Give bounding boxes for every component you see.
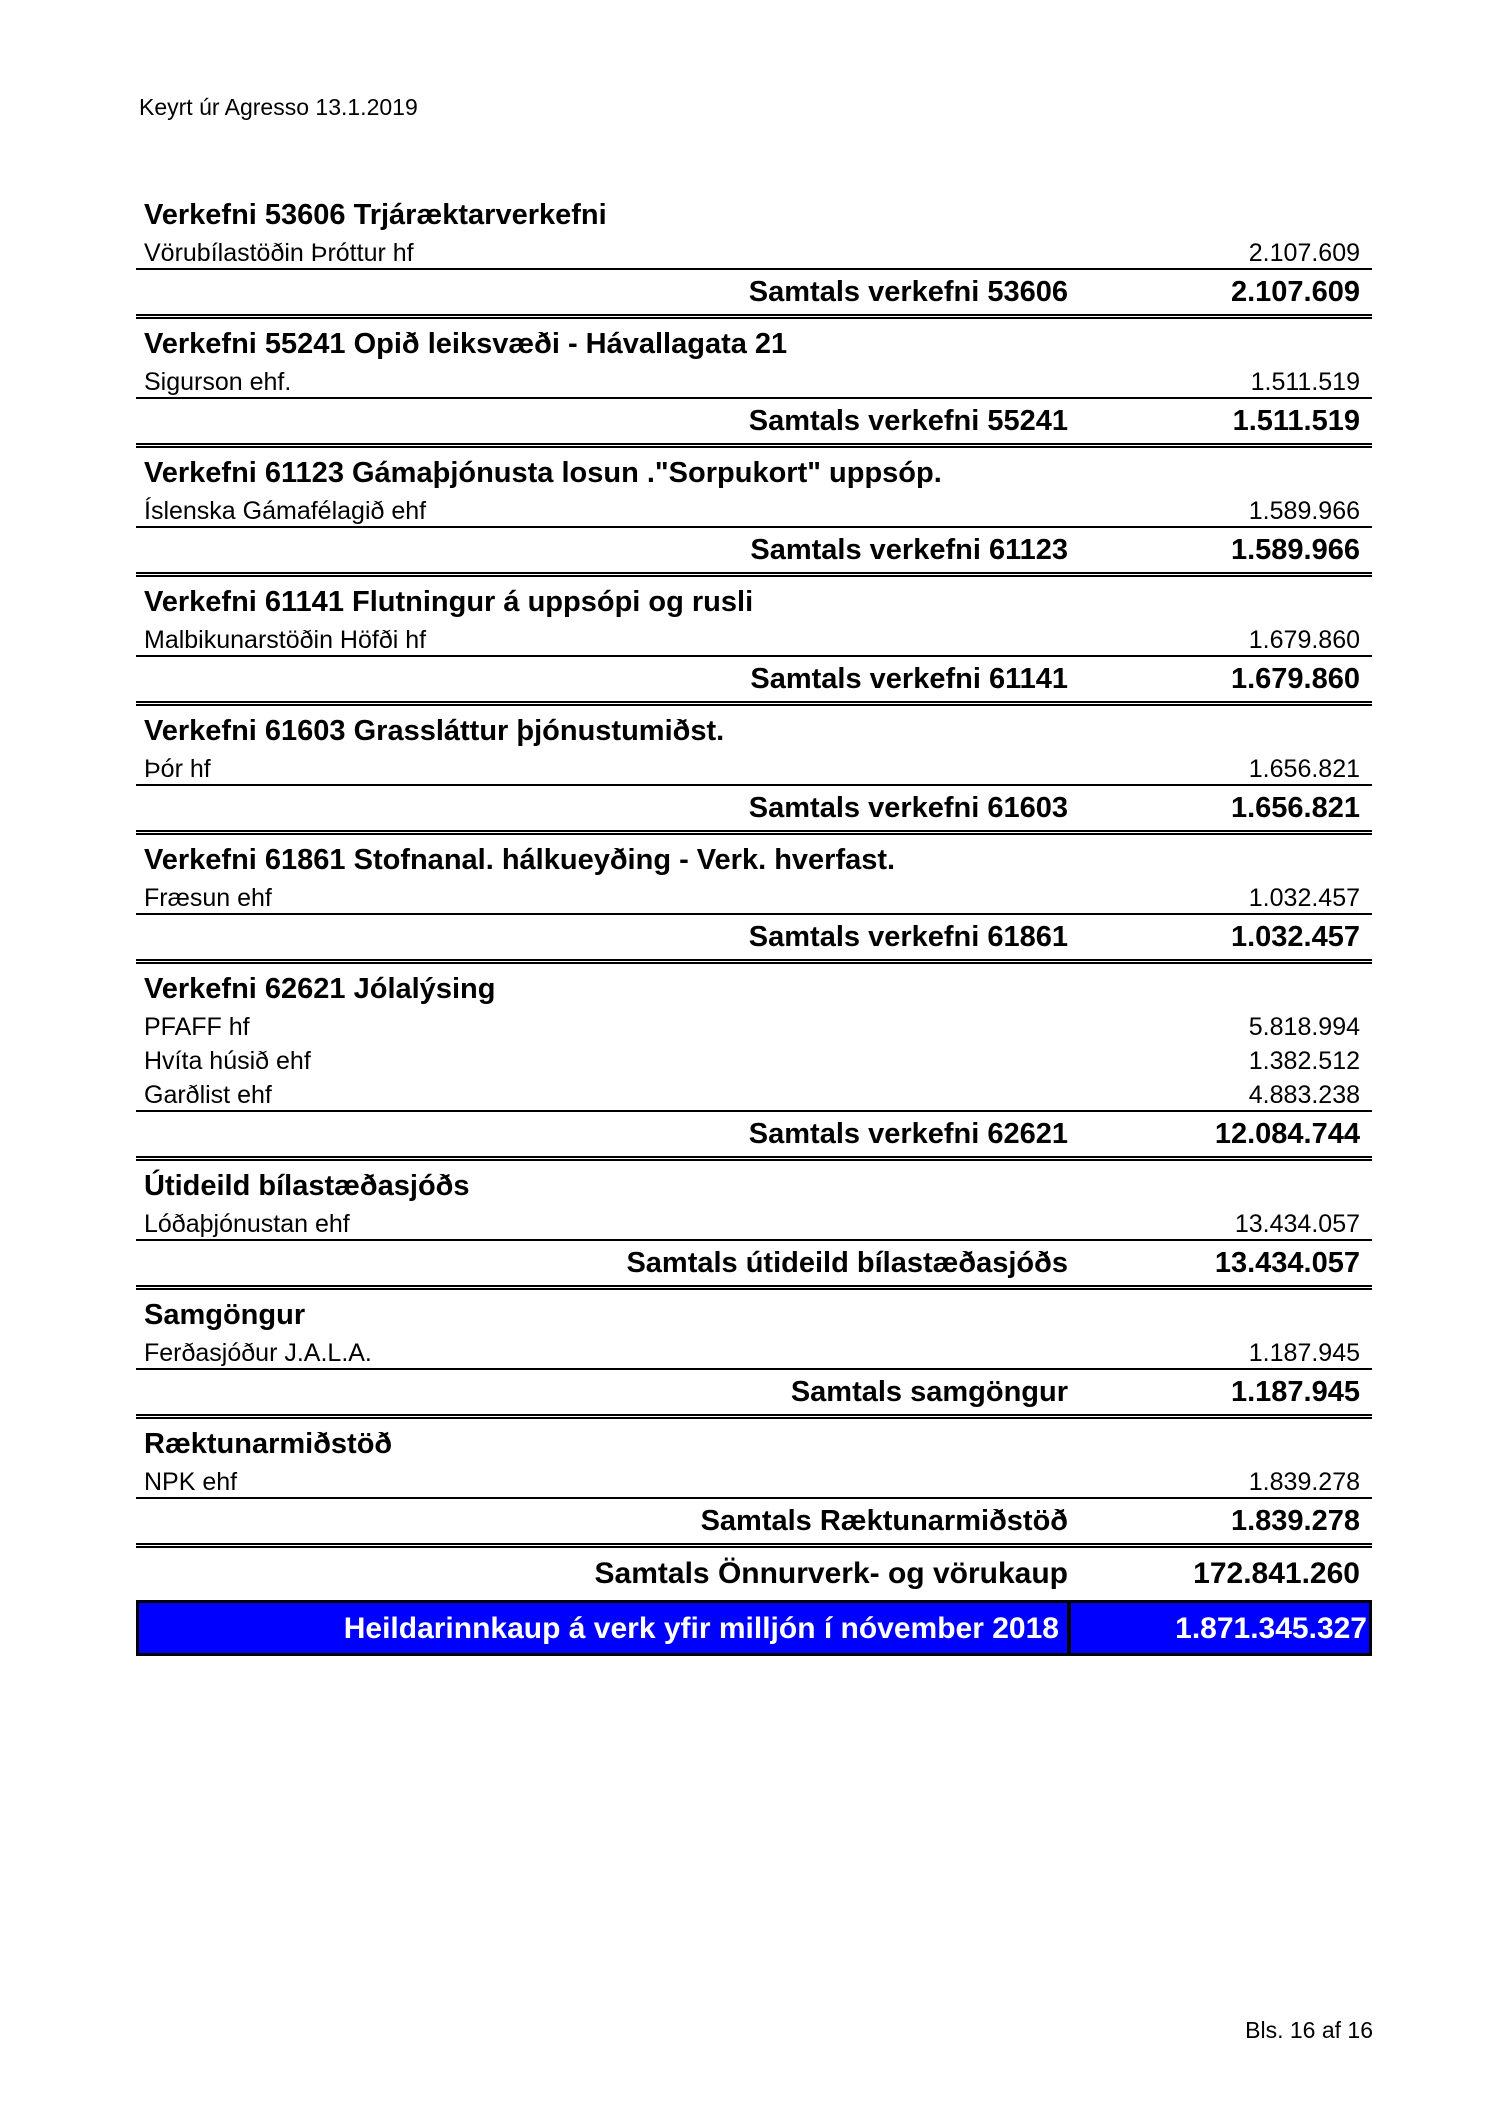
line-item [136,879,1372,915]
line-item [136,1076,1372,1112]
line-item [136,234,1372,270]
project-section [136,970,1372,1161]
section-total-row [136,1112,1372,1161]
vendor-name: Vörubílastöðin Þróttur hf [144,239,414,267]
section-total-value: 1.187.945 [1230,1376,1360,1408]
section-total-label: Samtals útideild bílastæðasjóðs [626,1247,1068,1279]
section-total-row [136,1370,1372,1419]
line-item [136,1008,1372,1042]
line-item [136,1334,1372,1370]
line-item [136,1042,1372,1076]
section-total-label: Samtals verkefni 55241 [748,405,1068,437]
vendor-name: NPK ehf [144,1468,238,1496]
section-total-value: 1.839.278 [1230,1505,1360,1537]
section-total-label: Samtals verkefni 62621 [748,1118,1068,1150]
item-amount: 1.511.519 [1250,368,1360,396]
vendor-name: Ferðasjóður J.A.L.A. [144,1339,372,1367]
overall-total-value: 1.871.345.327 [1175,1612,1367,1645]
item-amount: 1.679.860 [1248,626,1360,654]
section-total-label: Samtals verkefni 53606 [748,276,1068,308]
item-amount: 1.656.821 [1248,755,1360,783]
item-amount: 2.107.609 [1248,239,1360,267]
section-title: Verkefni 61603 Grassláttur þjónustumiðst. [144,715,725,747]
line-item [136,1463,1372,1499]
section-total-value: 1.511.519 [1232,405,1360,437]
line-item [136,750,1372,786]
project-section [136,841,1372,964]
section-total-row [136,1241,1372,1290]
section-title: Verkefni 61123 Gámaþjónusta losun ."Sorpukort" uppsóp. [144,457,942,489]
item-amount: 1.589.966 [1248,497,1360,525]
vendor-name: Íslenska Gámafélagið ehf [144,497,427,525]
section-title: Verkefni 55241 Opið leiksvæði - Hávallagata 21 [144,328,788,360]
project-section [136,583,1372,706]
section-total-row [136,657,1372,706]
section-total-value: 1.679.860 [1230,663,1360,695]
section-title: Verkefni 53606 Trjáræktarverkefni [144,199,607,231]
vendor-name: Fræsun ehf [144,884,272,912]
project-section [136,712,1372,835]
item-amount: 1.032.457 [1248,884,1360,912]
section-title: Ræktunarmiðstöð [144,1428,393,1460]
line-item [136,363,1372,399]
item-amount: 5.818.994 [1248,1013,1360,1041]
section-total-label: Samtals Ræktunarmiðstöð [700,1505,1068,1537]
section-total-row [136,915,1372,964]
grand-total-row [136,1552,1372,1596]
section-total-label: Samtals verkefni 61603 [748,792,1068,824]
section-total-row [136,528,1372,577]
section-total-value: 13.434.057 [1214,1247,1360,1279]
grand-total-value: 172.841.260 [1193,1557,1360,1590]
section-total-row [136,270,1372,319]
section-total-value: 2.107.609 [1230,276,1360,308]
section-title: Samgöngur [144,1299,306,1331]
item-amount: 4.883.238 [1248,1081,1360,1109]
page-number: Bls. 16 af 16 [1245,2017,1373,2043]
grand-total-label: Samtals Önnurverk- og vörukaup [594,1557,1068,1590]
line-item [136,1205,1372,1241]
overall-total-row [136,1600,1372,1656]
report-header: Keyrt úr Agresso 13.1.2019 [139,94,418,120]
section-title: Verkefni 61861 Stofnanal. hálkueyðing - Verk. hverfast. [144,844,896,876]
section-total-value: 1.656.821 [1230,792,1360,824]
project-section [136,1296,1372,1419]
project-section [136,454,1372,577]
vendor-name: Lóðaþjónustan ehf [144,1210,350,1238]
project-section [136,1167,1372,1290]
section-total-value: 12.084.744 [1214,1118,1360,1150]
line-item [136,621,1372,657]
vendor-name: PFAFF hf [144,1013,250,1041]
section-title: Útideild bílastæðasjóðs [144,1170,470,1202]
project-section [136,1425,1372,1548]
vendor-name: Sigurson ehf. [144,368,292,396]
section-total-label: Samtals verkefni 61861 [748,921,1068,953]
section-total-row [136,786,1372,835]
report-table [136,196,1372,1656]
item-amount: 1.187.945 [1248,1339,1360,1367]
project-section [136,325,1372,448]
item-amount: 13.434.057 [1234,1210,1360,1238]
section-title: Verkefni 61141 Flutningur á uppsópi og rusli [144,586,754,618]
section-total-row [136,1499,1372,1548]
section-total-label: Samtals verkefni 61123 [750,534,1068,566]
section-total-label: Samtals verkefni 61141 [750,663,1068,695]
section-total-label: Samtals samgöngur [790,1376,1068,1408]
overall-total-label: Heildarinnkaup á verk yfir milljón í nóvember 2018 [139,1603,1071,1653]
section-total-value: 1.589.966 [1230,534,1360,566]
vendor-name: Hvíta húsið ehf [144,1047,311,1075]
section-total-value: 1.032.457 [1230,921,1360,953]
section-title: Verkefni 62621 Jólalýsing [144,973,496,1005]
item-amount: 1.839.278 [1248,1468,1360,1496]
section-total-row [136,399,1372,448]
line-item [136,492,1372,528]
vendor-name: Malbikunarstöðin Höfði hf [144,626,427,654]
vendor-name: Þór hf [144,755,211,783]
sections-container [136,196,1372,1548]
vendor-name: Garðlist ehf [144,1081,272,1109]
item-amount: 1.382.512 [1248,1047,1360,1075]
project-section [136,196,1372,319]
